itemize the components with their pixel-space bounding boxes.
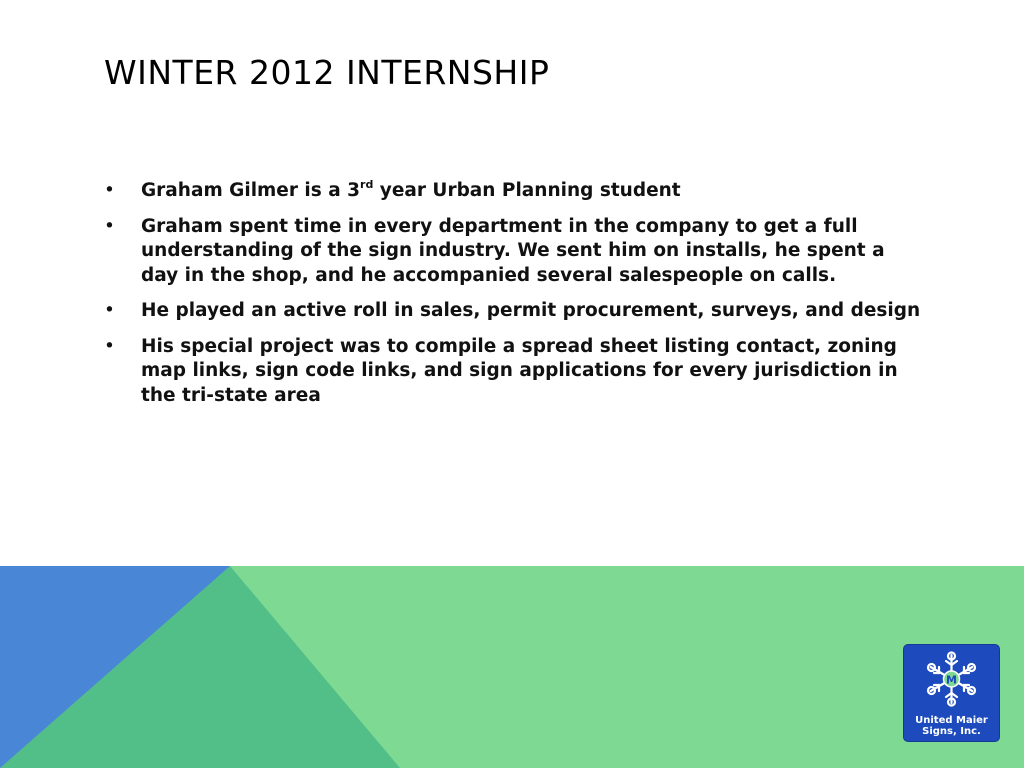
bullet-text: His special project was to compile a spread sheet listing contact, zoning map links, sign code links, and sign applications for every jurisdiction in the tri-state area — [141, 335, 898, 406]
logo-company-name-line1: United Maier — [915, 715, 988, 726]
logo-company-name-line2: Signs, Inc. — [922, 726, 981, 737]
bullet-marker: • — [104, 180, 115, 201]
bullet-marker: • — [104, 215, 115, 237]
logo-badge-letter: M — [946, 673, 957, 687]
bullet-text: Graham spent time in every department in the company to get a full understanding of the sign industry. We sent him on installs, he spent a day in the shop, and he accompanied several salespeople on calls. — [141, 215, 885, 286]
bullet-marker: • — [104, 300, 115, 321]
ordinal-suffix: rd — [360, 178, 374, 191]
bullet-text: Graham Gilmer is a 3 — [141, 180, 361, 201]
bullet-text: He played an active roll in sales, permit procurement, surveys, and design — [141, 300, 921, 321]
bullet-item — [104, 299, 924, 324]
bullet-item — [104, 179, 924, 204]
snowflake-logo-icon — [904, 645, 999, 709]
bullet-item — [104, 215, 924, 289]
bullet-marker: • — [104, 335, 115, 357]
company-logo — [904, 645, 999, 741]
bullet-list — [104, 179, 924, 419]
bullet-text: year Urban Planning student — [373, 180, 681, 201]
slide-title: WINTER 2012 INTERNSHIP — [104, 53, 550, 92]
bullet-item — [104, 335, 924, 409]
